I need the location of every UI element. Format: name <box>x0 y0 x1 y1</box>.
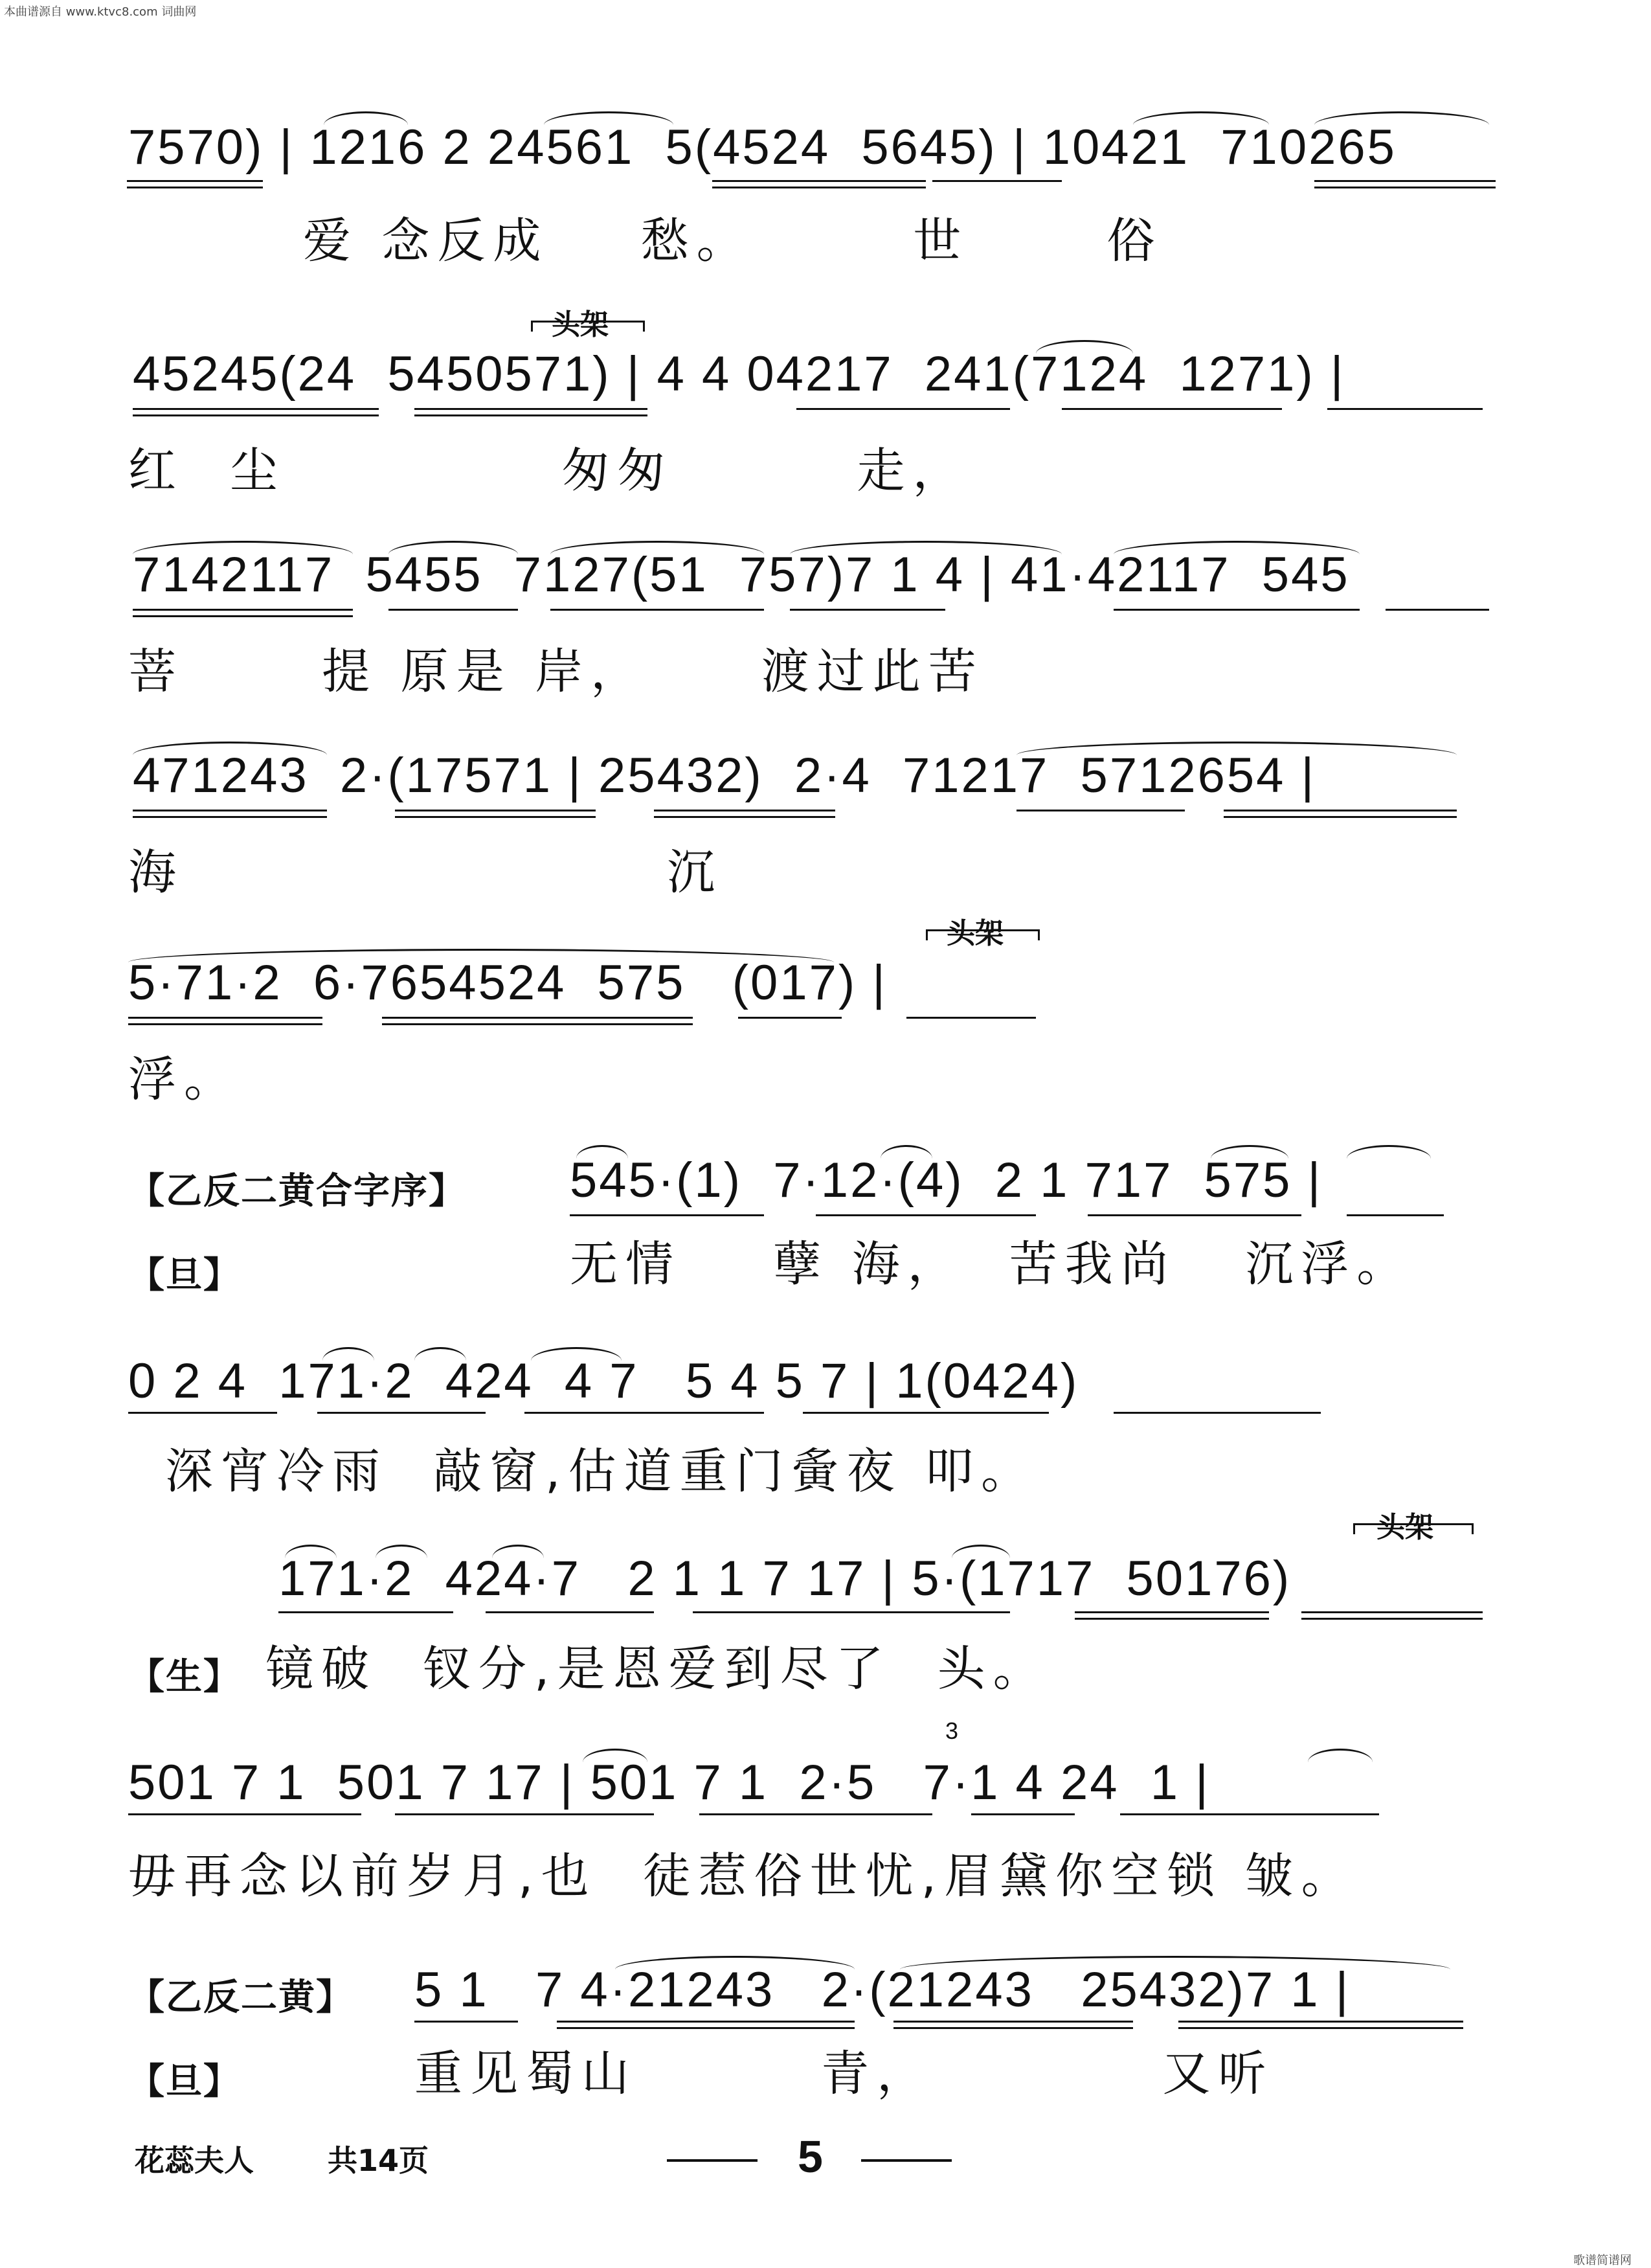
underline <box>382 1017 693 1019</box>
role-label-dan: 【旦】 <box>128 1254 241 1297</box>
underline <box>388 609 518 611</box>
slur <box>1347 1145 1431 1159</box>
underline <box>712 187 926 188</box>
grace-note: 3 <box>945 1718 959 1744</box>
underline <box>816 1214 1036 1216</box>
underline <box>1301 1611 1483 1613</box>
page-number-dash-left <box>667 2159 758 2162</box>
lyrics-line-7: 深宵冷雨 敲窗,估道重门夤夜 叩。 <box>165 1444 1037 1499</box>
slur <box>900 1956 1450 1969</box>
lyrics-line-2: 红 尘 匆匆 走， <box>128 443 969 499</box>
underline <box>971 1813 1075 1815</box>
lyrics-line-3: 菩 提 原是 岸， 渡过此苦 <box>128 644 984 699</box>
underline <box>1114 609 1360 611</box>
underline <box>693 1611 1010 1613</box>
underline <box>557 2021 855 2023</box>
underline <box>1178 2027 1463 2029</box>
slur <box>285 1545 337 1558</box>
slur <box>576 1145 628 1159</box>
toujia-label: 头架 <box>552 308 609 341</box>
footer-page-count: 共14页 <box>328 2143 429 2178</box>
underline <box>1062 408 1282 410</box>
slur <box>1133 111 1269 125</box>
lyrics-line-6: 无情 孽 海， 苦我尚 沉浮。 <box>570 1236 1413 1292</box>
slur <box>133 541 353 554</box>
underline <box>128 1813 361 1815</box>
slur <box>324 111 408 125</box>
underline <box>1088 1214 1301 1216</box>
slur <box>881 1145 932 1159</box>
underline <box>1301 1618 1483 1620</box>
underline <box>803 1412 1049 1414</box>
underline <box>395 810 596 811</box>
underline <box>906 1017 1036 1019</box>
notation-line-4: 471243 2·(17571 | 25432) 2·4 71217 5712654 | <box>133 748 1316 803</box>
underline <box>133 615 353 617</box>
underline <box>414 2021 518 2023</box>
notation-line-3: 7142117 5455 7127(51 757)7 1 4 | 41·42117 545 <box>133 547 1350 602</box>
slur <box>1114 541 1360 554</box>
underline <box>699 1813 932 1815</box>
underline <box>127 187 263 188</box>
underline <box>1224 816 1457 818</box>
slur <box>583 1749 647 1762</box>
underline <box>1386 609 1489 611</box>
underline <box>128 1412 277 1414</box>
watermark-text: 本曲谱源自 www.ktvc8.com 词曲网 <box>4 5 197 19</box>
slur <box>1016 742 1457 755</box>
underline <box>1314 180 1496 182</box>
underline <box>133 414 379 416</box>
underline <box>738 1017 842 1019</box>
underline <box>382 1023 693 1025</box>
underline <box>278 1611 453 1613</box>
slur <box>414 1347 466 1361</box>
underline <box>1016 810 1185 811</box>
notation-line-1: 7570) | 1216 2 24561 5(4524 5645) | 10421 710265 <box>128 120 1397 175</box>
slur <box>322 1347 374 1361</box>
underline <box>128 1017 322 1019</box>
underline <box>1075 1611 1269 1613</box>
underline <box>133 810 327 811</box>
notation-line-6: 545·(1) 7·12·(4) 2 1 717 575 | <box>570 1153 1323 1208</box>
underline <box>395 816 596 818</box>
footer-title: 花蕊夫人 <box>135 2143 254 2178</box>
lyrics-line-8: 镜破 钗分,是恩爱到尽了 头。 <box>265 1641 1049 1697</box>
underline <box>796 408 1010 410</box>
page-number-dash-right <box>861 2159 952 2162</box>
underline <box>133 408 379 410</box>
slur <box>1308 1749 1373 1762</box>
underline <box>486 1611 654 1613</box>
lyrics-line-4: 海 沉 <box>128 845 723 900</box>
slur <box>544 111 673 125</box>
slur <box>1211 1145 1288 1159</box>
underline <box>1327 408 1483 410</box>
slur <box>388 541 518 554</box>
underline <box>1314 187 1496 188</box>
underline <box>133 609 353 611</box>
slur <box>790 541 1062 554</box>
notation-line-2: 45245(24 5450571) | 4 4 04217 241(7124 1271) | <box>133 346 1345 402</box>
watermark-text-bottom: 歌谱简谱网 <box>1573 2254 1632 2267</box>
underline <box>414 414 647 416</box>
underline <box>654 810 835 811</box>
underline <box>127 180 263 182</box>
underline <box>133 816 327 818</box>
underline <box>524 1412 764 1414</box>
underline <box>557 2027 855 2029</box>
underline <box>1224 810 1457 811</box>
lyrics-line-9: 毋再念以前岁月,也 徒惹俗世忧,眉黛你空锁 皱。 <box>128 1848 1357 1904</box>
slur <box>1036 340 1133 354</box>
slur <box>1314 111 1489 125</box>
slur <box>133 742 327 755</box>
role-label-dan-2: 【旦】 <box>128 2061 241 2103</box>
slur <box>550 541 764 554</box>
section-label: 【乙反二黄】 <box>128 1977 354 2019</box>
underline <box>1347 1214 1444 1216</box>
underline <box>395 1813 654 1815</box>
underline <box>317 1412 486 1414</box>
lyrics-line-5: 浮。 <box>128 1052 240 1107</box>
underline <box>1075 1618 1269 1620</box>
underline <box>712 180 926 182</box>
underline <box>893 2021 1133 2023</box>
underline <box>893 2027 1133 2029</box>
slur <box>128 949 834 962</box>
slur <box>492 1545 544 1558</box>
underline <box>654 816 835 818</box>
notation-line-10: 5 1 7 4·21243 2·(21243 25432)7 1 | <box>414 1962 1351 2017</box>
underline <box>550 609 764 611</box>
underline <box>1114 1412 1321 1414</box>
slur <box>376 1545 427 1558</box>
page-number: 5 <box>798 2131 823 2182</box>
notation-line-7: 0 2 4 171·2 424 4 7 5 4 5 7 | 1(0424) <box>128 1354 1079 1409</box>
underline <box>414 408 647 410</box>
slur <box>952 1545 1010 1558</box>
underline <box>1120 1813 1379 1815</box>
lyrics-line-1: 爱 念反成 愁。 世 俗 <box>303 213 1163 269</box>
notation-line-5: 5·71·2 6·7654524 575 (017) | <box>128 955 888 1010</box>
underline <box>932 180 1062 182</box>
notation-line-8: 171·2 424·7 2 1 1 7 17 | 5·(1717 50176) <box>278 1551 1292 1606</box>
slur <box>531 1347 622 1361</box>
toujia-label: 头架 <box>1376 1511 1433 1544</box>
underline <box>1178 2021 1463 2023</box>
role-label-sheng: 【生】 <box>128 1656 241 1698</box>
underline <box>790 609 945 611</box>
lyrics-line-10: 重见蜀山 青， 又听 <box>414 2046 1274 2102</box>
toujia-label: 头架 <box>947 917 1004 950</box>
underline <box>570 1214 764 1216</box>
underline <box>128 1023 322 1025</box>
notation-line-9: 501 7 1 501 7 17 | 501 7 1 2·5 7·1 4 24 1 | <box>128 1755 1210 1810</box>
section-label: 【乙反二黄合字序】 <box>128 1170 466 1212</box>
slur <box>615 1956 855 1969</box>
